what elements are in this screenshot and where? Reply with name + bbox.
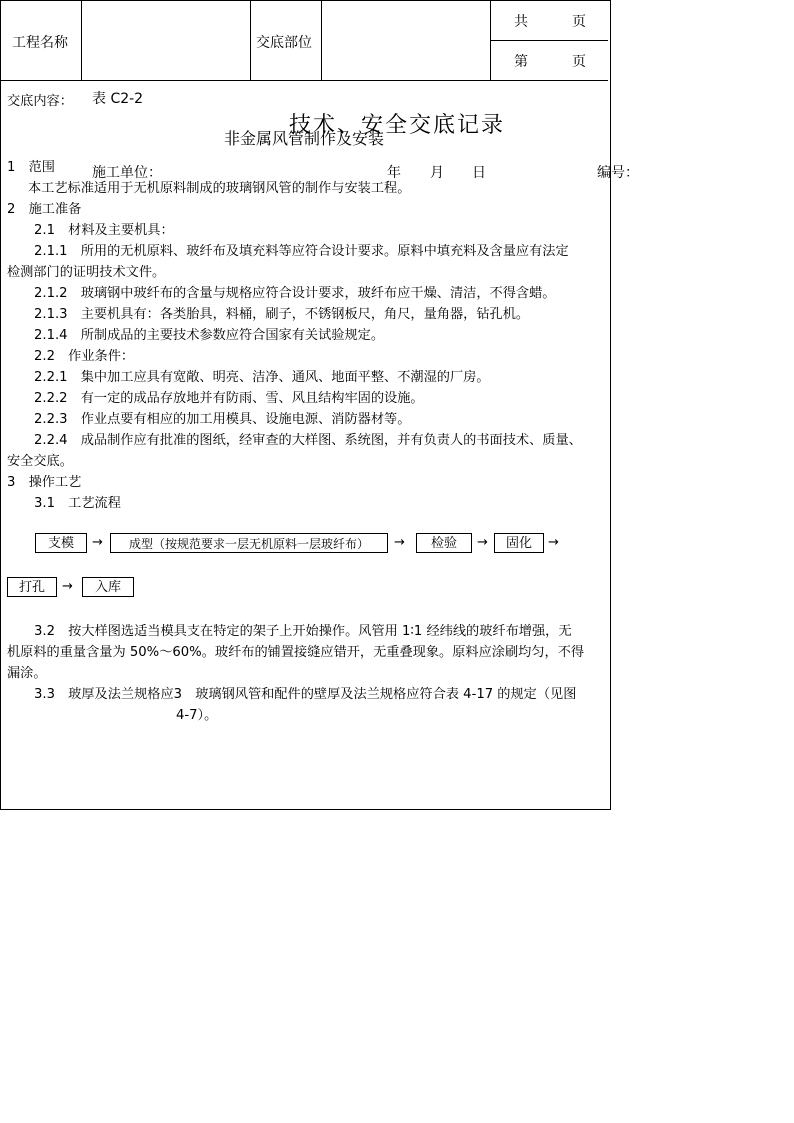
- divider: [490, 40, 608, 41]
- divider: [321, 0, 322, 80]
- month-label: 月: [430, 165, 444, 181]
- project-name-label: 工程名称: [12, 35, 68, 51]
- text-line: 3.1 工艺流程: [34, 496, 121, 511]
- text-line: 2.1.2 玻璃钢中玻纤布的含量与规格应符合设计要求，玻纤布应干燥、清洁，不得含蜡。: [34, 286, 556, 301]
- form-code: 表 C2-2: [92, 91, 144, 107]
- total-pages-suffix: 页: [572, 14, 586, 30]
- text-line: 4-7）。: [176, 708, 218, 723]
- handover-part-label: 交底部位: [256, 35, 312, 51]
- text-line: 检测部门的证明技术文件。: [7, 265, 166, 280]
- divider: [81, 0, 82, 80]
- text-line: 2.2.4 成品制作应有批准的图纸，经审查的大样图、系统图，并有负责人的书面技术、质量、: [34, 433, 582, 448]
- page-number-suffix: 页: [572, 54, 586, 70]
- total-pages-label: 共: [514, 14, 528, 30]
- year-label: 年: [387, 165, 401, 181]
- text-line: 安全交底。: [7, 454, 73, 469]
- text-line: 2.2.3 作业点要有相应的加工用模具、设施电源、消防器材等。: [34, 412, 411, 427]
- text-line: 1 范围: [7, 160, 55, 175]
- construction-unit-label: 施工单位：: [92, 165, 162, 181]
- text-line: 2.1.1 所用的无机原料、玻纤布及填充料等应符合设计要求。原料中填充料及含量应有法定: [34, 244, 569, 259]
- day-label: 日: [472, 165, 486, 181]
- flow-arrow: →: [548, 535, 559, 550]
- text-line: 3 操作工艺: [7, 475, 82, 490]
- document-title: 非金属风管制作及安装: [223, 129, 384, 148]
- text-line: 2.1.3 主要机具有：各类胎具，料桶，刷子，不锈钢板尺，角尺，量角器，钻孔机。: [34, 307, 530, 322]
- flow-step-drilling: 打孔: [7, 577, 57, 597]
- page-title: 技术、安全交底记录: [288, 113, 505, 138]
- text-line: 本工艺标准适用于无机原料制成的玻璃钢风管的制作与安装工程。: [28, 181, 411, 196]
- text-line: 机原料的重量含量为 50%～60%。玻纤布的铺置接缝应错开，无重叠现象。原料应涂刷均匀，不得: [7, 645, 585, 660]
- flow-arrow: →: [477, 535, 488, 550]
- text-line: 2.2.2 有一定的成品存放地并有防雨、雪、风且结构牢固的设施。: [34, 391, 424, 406]
- text-line: 3.2 按大样图选适当模具支在特定的架子上开始操作。风管用 1∶1 经纬线的玻纤布增强，无: [34, 624, 572, 639]
- flow-step-storage: 入库: [82, 577, 134, 597]
- header-row: [0, 0, 608, 81]
- text-line: 2 施工准备: [7, 202, 82, 217]
- flow-arrow: →: [394, 535, 405, 550]
- flow-arrow: →: [62, 579, 73, 594]
- content-intro: 交底内容：: [7, 94, 73, 109]
- flow-arrow: →: [92, 535, 103, 550]
- flow-step-formwork: 支模: [35, 533, 87, 553]
- text-line: 2.1 材料及主要机具：: [34, 223, 174, 238]
- text-line: 漏涂。: [7, 666, 47, 681]
- flow-step-curing: 固化: [494, 533, 544, 553]
- flow-step-forming: 成型（按规范要求一层无机原料一层玻纤布）: [110, 533, 388, 553]
- page-number-label: 第: [514, 54, 528, 70]
- flow-step-inspection: 检验: [416, 533, 472, 553]
- text-line: 2.2 作业条件：: [34, 349, 135, 364]
- text-line: 2.1.4 所制成品的主要技术参数应符合国家有关试验规定。: [34, 328, 385, 343]
- divider: [250, 0, 251, 80]
- text-line: 2.2.1 集中加工应具有宽敞、明亮、洁净、通风、地面平整、不潮湿的厂房。: [34, 370, 490, 385]
- number-label: 编号：: [597, 165, 639, 181]
- text-line: 3.3 玻厚及法兰规格应3 玻璃钢风管和配件的壁厚及法兰规格应符合表 4-17 的规定（见图: [34, 687, 577, 702]
